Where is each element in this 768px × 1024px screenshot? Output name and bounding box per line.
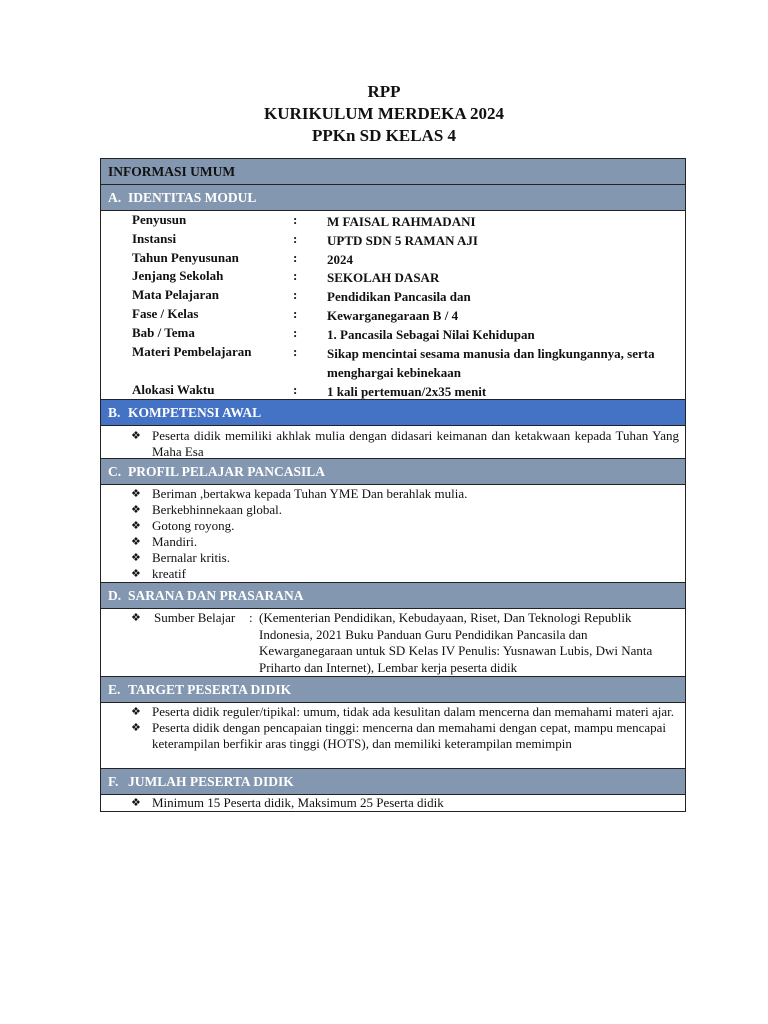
- profil-pelajar-body: [100, 484, 686, 582]
- target-peserta-body: [100, 702, 686, 768]
- rpp-table: [100, 158, 686, 812]
- document-subtitle: KURIKULUM MERDEKA 2024: [264, 104, 504, 123]
- identitas-row: Materi Pembelajaran : Sikap mencintai sesama manusia dan lingkungannya, serta menghargai kebinekaan: [132, 343, 655, 380]
- identitas-modul-body: [100, 210, 686, 399]
- section-f-header: F. JUMLAH PESERTA DIDIK: [100, 768, 686, 794]
- sumber-belajar-label: Sumber Belajar: [154, 610, 236, 626]
- identitas-row: Fase / Kelas : Kewarganegaraan B / 4: [132, 305, 459, 323]
- identitas-row: Mata Pelajaran : Pendidikan Pancasila dan: [132, 287, 471, 305]
- document-title: RPP: [367, 82, 401, 101]
- section-e-header: E. TARGET PESERTA DIDIK: [100, 676, 686, 702]
- sarana-body: [100, 608, 686, 676]
- list-item: ❖ Peserta didik memiliki akhlak mulia dengan didasari keimanan dan ketakwaan kepada Tuhan Yang Maha Esa: [101, 428, 685, 460]
- list-item: ❖ Bernalar kritis.: [101, 550, 685, 566]
- list-item: ❖ Minimum 15 Peserta didik, Maksimum 25 Peserta didik: [101, 795, 685, 811]
- sumber-belajar-text: : (Kementerian Pendidikan, Kebudayaan, Riset, Dan Teknologi Republik Indonesia, 2021 Buku Panduan Guru Pendidikan Pancasila dan Kewarganegaraan untuk SD Kelas IV Penulis: Yusnawan Lubis, Dwi Nanta Priharto dan Internet), Lembar kerja peserta didik: [249, 610, 653, 675]
- jumlah-peserta-body: [100, 794, 686, 812]
- section-c-header: C. PROFIL PELAJAR PANCASILA: [100, 458, 686, 484]
- section-a-header: A. IDENTITAS MODUL: [100, 184, 686, 210]
- identitas-row: Instansi : UPTD SDN 5 RAMAN AJI: [132, 230, 478, 248]
- list-item: ❖ Gotong royong.: [101, 518, 685, 534]
- list-item: ❖ Berkebhinnekaan global.: [101, 502, 685, 518]
- kompetensi-awal-body: [100, 425, 686, 458]
- identitas-row: Penyusun : M FAISAL RAHMADANI: [132, 212, 476, 229]
- section-b-header: B. KOMPETENSI AWAL: [100, 399, 686, 425]
- identitas-row: Alokasi Waktu : 1 kali pertemuan/2x35 menit: [132, 381, 487, 399]
- list-item: ❖ Beriman ,bertakwa kepada Tuhan YME Dan berahlak mulia.: [101, 486, 685, 502]
- document-class: PPKn SD KELAS 4: [311, 126, 457, 145]
- identitas-row: Jenjang Sekolah : SEKOLAH DASAR: [132, 268, 440, 286]
- list-item: ❖ Peserta didik reguler/tipikal: umum, tidak ada kesulitan dalam mencerna dan memahami materi ajar.: [101, 704, 685, 720]
- list-item: ❖ kreatif: [101, 566, 685, 582]
- list-item: ❖ Peserta didik dengan pencapaian tinggi: mencerna dan memahami dengan cepat, mampu mencapai keterampilan berfikir aras tinggi (HOTS), dan memiliki keterampilan memimpin: [101, 720, 685, 752]
- identitas-row: Bab / Tema : 1. Pancasila Sebagai Nilai Kehidupan: [132, 324, 535, 342]
- identitas-row: Tahun Penyusunan : 2024: [132, 249, 353, 267]
- list-item: ❖ Mandiri.: [101, 534, 685, 550]
- section-d-header: D. SARANA DAN PRASARANA: [100, 582, 686, 608]
- informasi-umum-header: INFORMASI UMUM: [100, 158, 686, 184]
